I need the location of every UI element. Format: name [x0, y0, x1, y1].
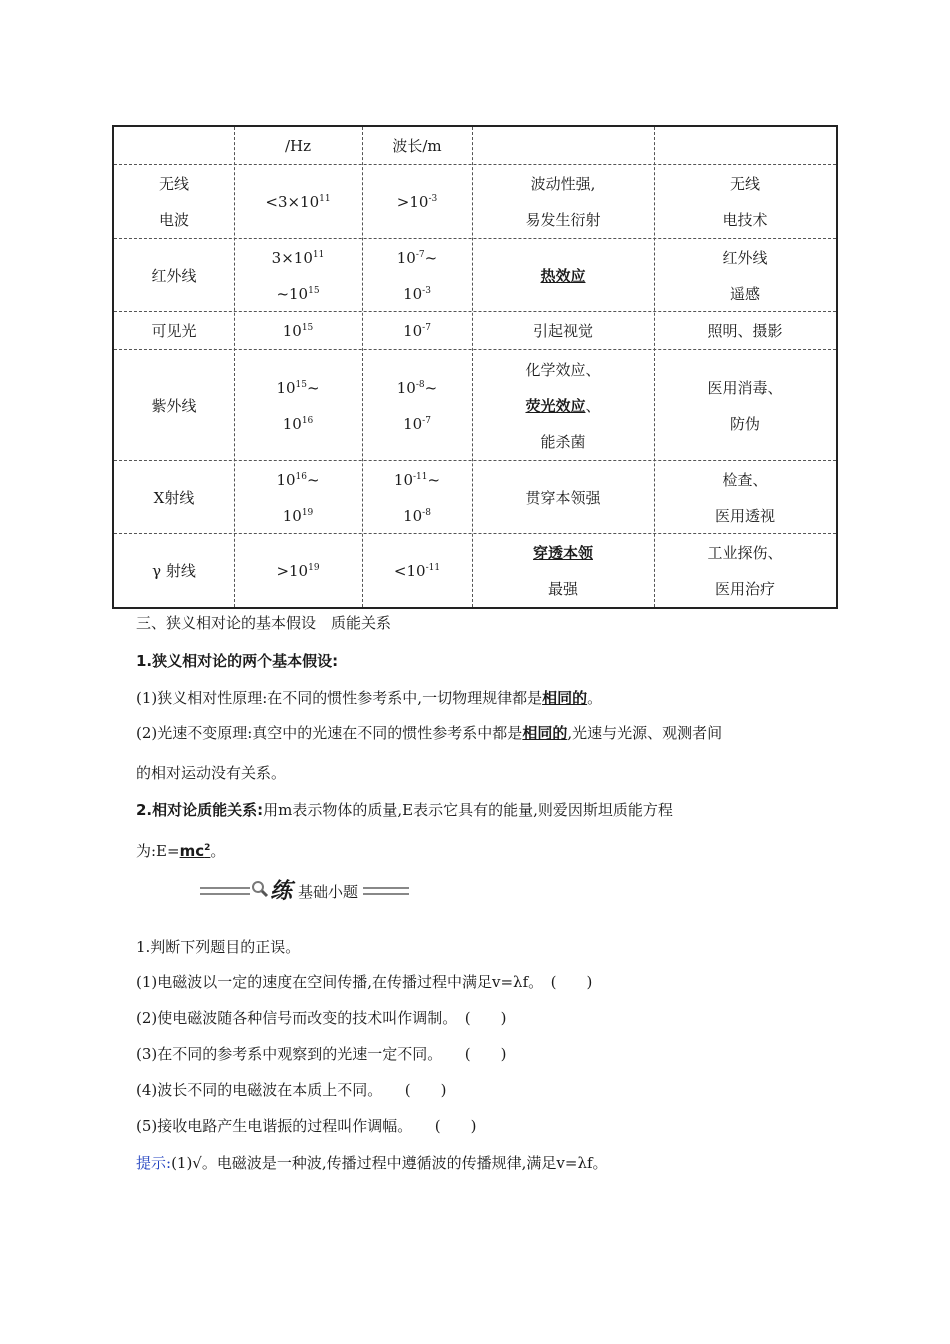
practice-banner [200, 874, 415, 904]
wave-name: 红外线 [151, 266, 197, 285]
header-cell [114, 127, 234, 164]
header-cell [472, 127, 654, 164]
wave-name: 可见光 [151, 322, 197, 340]
feature: 波动性强, 易发生衍射 [525, 175, 601, 229]
feature: 贯穿本领强 [525, 488, 601, 507]
subheading-postulates: 1.狭义相对论的两个基本假设: [136, 652, 339, 670]
table-row [114, 311, 836, 350]
feature: 化学效应、 荧光效应、 能杀菌 [525, 360, 601, 451]
hint-text: (1)√。电磁波是一种波,传播过程中遵循波的传播规律,满足v=λf。 [171, 1154, 608, 1172]
frequency-value: $10^{15}$ [282, 322, 314, 340]
question-item: (4)波长不同的电磁波在本质上不同。 ( ) [136, 1081, 447, 1099]
wave-name: 紫外线 [151, 396, 197, 415]
paragraph-light-speed-cont: 的相对运动没有关系。 [136, 764, 287, 782]
spectrum-table [112, 125, 838, 609]
table-header-row [114, 127, 836, 164]
hint-line [136, 1152, 608, 1173]
question-intro: 1.判断下列题目的正误。 [136, 938, 301, 956]
wavelength-value: $10^{-8}\sim$ $10^{-7}$ [396, 378, 438, 433]
application: 医用消毒、 防伪 [707, 378, 783, 433]
frequency-value: $3\times 10^{11}$ $\sim 10^{15}$ [271, 248, 325, 303]
question-item: (1)电磁波以一定的速度在空间传播,在传播过程中满足v=λf。 ( ) [136, 973, 593, 991]
wave-name: 无线 电波 [158, 175, 189, 229]
magnifier-icon [251, 880, 269, 898]
paragraph-relativity-principle: (1)狭义相对性原理:在不同的惯性参考系中,一切物理规律都是相同的。 [136, 689, 603, 707]
practice-label: 基础小题 [298, 883, 359, 901]
wavelength-value: $10^{-7}$ [403, 322, 431, 340]
frequency-value: $10^{16}\sim$ $10^{19}$ [276, 470, 320, 525]
paragraph-light-speed-principle: (2)光速不变原理:真空中的光速在不同的惯性参考系中都是相同的,光速与光源、观测者间 [136, 724, 723, 742]
wave-name: γ 射线 [152, 562, 196, 580]
table-row [114, 533, 836, 608]
feature: 热效应 [540, 266, 586, 285]
header-frequency: /Hz [284, 136, 312, 155]
header-wavelength: 波长/m [392, 136, 442, 155]
frequency-value: $10^{15}\sim$ $10^{16}$ [276, 378, 320, 433]
application: 红外线 遥感 [722, 248, 768, 303]
question-item: (2)使电磁波随各种信号而改变的技术叫作调制。 ( ) [136, 1009, 507, 1027]
wavelength-value: $<10^{-11}$ [393, 562, 441, 580]
frequency-value: $<3\times 10^{11}$ [265, 193, 331, 211]
banner-rule [363, 893, 409, 895]
question-item: (3)在不同的参考系中观察到的光速一定不同。 ( ) [136, 1045, 507, 1063]
section-heading: 三、狭义相对论的基本假设 质能关系 [136, 614, 392, 632]
table-row [114, 164, 836, 239]
wavelength-value: $>10^{-3}$ [396, 193, 438, 211]
table-row [114, 349, 836, 461]
wavelength-value: $10^{-11}\sim$ $10^{-8}$ [393, 470, 441, 525]
banner-rule [200, 893, 250, 895]
banner-rule [363, 887, 409, 889]
wave-name: X射线 [153, 488, 195, 507]
feature: 引起视觉 [532, 322, 593, 340]
wavelength-value: $10^{-7}\sim$ $10^{-3}$ [396, 248, 438, 303]
paragraph-mass-energy-formula: 为$:E=mc^2$。 [136, 842, 226, 860]
feature: 穿透本领 最强 [532, 544, 593, 598]
application: 检查、 医用透视 [714, 470, 775, 525]
application: 无线 电技术 [722, 175, 768, 229]
header-cell [654, 127, 836, 164]
frequency-value: $>10^{19}$ [276, 562, 320, 580]
application: 照明、摄影 [707, 322, 783, 340]
application: 工业探伤、 医用治疗 [707, 544, 783, 598]
paragraph-mass-energy: 2.相对论质能关系:用m表示物体的质量,E表示它具有的能量,则爱因斯坦质能方程 [136, 801, 673, 819]
question-item: (5)接收电路产生电谐振的过程叫作调幅。 ( ) [136, 1117, 477, 1135]
banner-rule [200, 887, 250, 889]
practice-glyph: 练 [270, 879, 293, 904]
table-row [114, 460, 836, 534]
hint-label: 提示: [136, 1154, 172, 1172]
table-row [114, 238, 836, 312]
